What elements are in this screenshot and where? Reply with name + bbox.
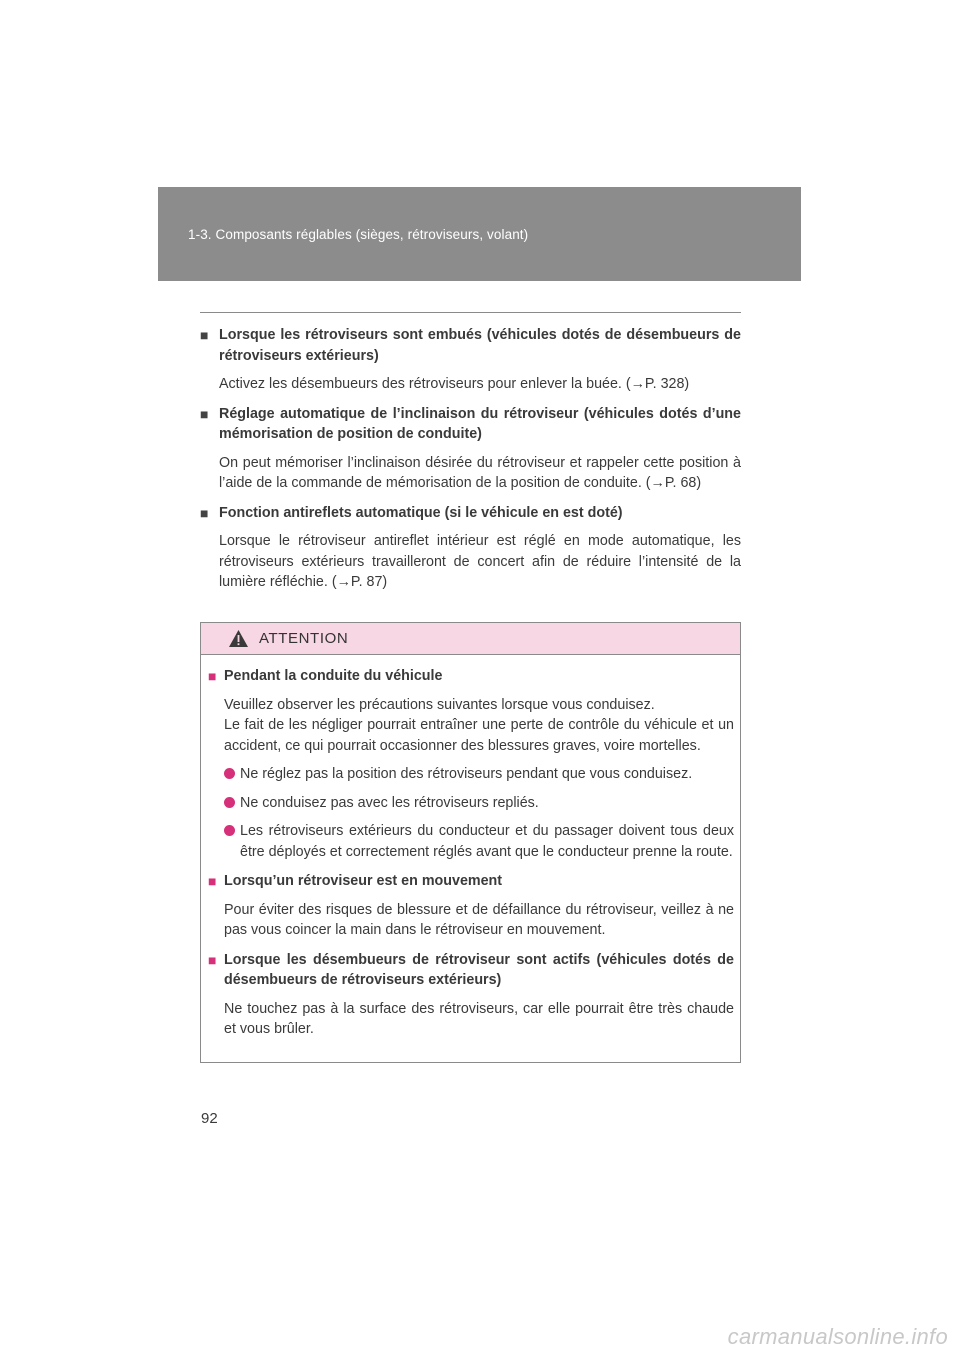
section-heading: Lorsque les rétroviseurs sont embués (véhicules dotés de désembueurs de rétroviseurs extérieurs) bbox=[219, 327, 741, 364]
divider bbox=[200, 312, 741, 313]
section-body: On peut mémoriser l’inclinaison désirée du rétroviseur et rappeler cette position à l’aide de la commande de mémorisation de la position de conduite. (→P. 68) bbox=[219, 454, 741, 491]
section-body: Activez les désembueurs des rétroviseurs pour enlever la buée. (→P. 328) bbox=[219, 376, 690, 392]
warning-body bbox=[208, 666, 734, 1040]
warning-header bbox=[201, 623, 740, 655]
warning-bullet bbox=[224, 793, 734, 814]
chapter-title: 1-3. Composants réglables (sièges, rétroviseurs, volant) bbox=[188, 227, 529, 242]
warning-bullet bbox=[224, 821, 734, 862]
square-bullet-icon: ■ bbox=[208, 668, 217, 684]
bullet-text: Ne conduisez pas avec les rétroviseurs repliés. bbox=[240, 794, 539, 811]
warning-text: Ne touchez pas à la surface des rétroviseurs, car elle pourrait être très chaude et vous brûler. bbox=[224, 1000, 734, 1037]
square-bullet-icon: ■ bbox=[200, 327, 209, 343]
square-bullet-icon: ■ bbox=[200, 504, 209, 521]
chapter-header bbox=[158, 187, 801, 281]
section-heading: Fonction antireflets automatique (si le véhicule en est doté) bbox=[219, 504, 623, 521]
section-auto-tilt bbox=[200, 404, 741, 494]
square-bullet-icon: ■ bbox=[208, 951, 217, 968]
bullet-dot-icon bbox=[224, 797, 235, 808]
page-number: 92 bbox=[201, 1110, 218, 1127]
bullet-dot-icon bbox=[224, 768, 235, 779]
warning-section-hot bbox=[208, 950, 734, 1040]
bullet-text: Ne réglez pas la position des rétroviseurs pendant que vous conduisez. bbox=[240, 766, 693, 782]
bullet-text: Les rétroviseurs extérieurs du conducteur et du passager doivent tous deux être déployés et correctement réglés avant que le conducteur prenne la route. bbox=[240, 823, 734, 860]
warning-heading: Pendant la conduite du véhicule bbox=[224, 668, 443, 684]
section-body: Lorsque le rétroviseur antireflet intérieur est réglé en mode automatique, les rétroviseurs extérieurs travailleront de concert afin de réduire l’intensité de la lumière réfléchie. (→P. 87) bbox=[219, 533, 741, 590]
warning-section-moving bbox=[208, 871, 734, 941]
warning-text: Veuillez observer les précautions suivantes lorsque vous conduisez. bbox=[224, 696, 655, 713]
warning-heading: Lorsque les désembueurs de rétroviseur sont actifs (véhicules dotés de désembueurs de rétroviseurs extérieurs) bbox=[224, 951, 734, 988]
warning-heading: Lorsqu’un rétroviseur est en mouvement bbox=[224, 873, 503, 889]
square-bullet-icon: ■ bbox=[200, 405, 209, 422]
square-bullet-icon: ■ bbox=[208, 873, 217, 889]
warning-box bbox=[200, 622, 741, 1063]
warning-bullet bbox=[224, 764, 734, 785]
watermark: carmanualsonline.info bbox=[727, 1324, 948, 1349]
warning-triangle-icon bbox=[228, 629, 249, 648]
main-content bbox=[200, 325, 741, 593]
warning-text: Pour éviter des risques de blessure et de défaillance du rétroviseur, veillez à ne pas vous coincer la main dans le rétroviseur en mouvement. bbox=[224, 901, 734, 938]
section-heading: Réglage automatique de l’inclinaison du rétroviseur (véhicules dotés d’une mémorisation de position de conduite) bbox=[219, 405, 741, 442]
section-defog bbox=[200, 325, 741, 395]
warning-section-driving bbox=[208, 666, 734, 862]
section-antiglare bbox=[200, 503, 741, 593]
warning-text: Le fait de les négliger pourrait entraîner une perte de contrôle du véhicule et un accident, ce qui pourrait occasionner des blessures graves, voire mortelles. bbox=[224, 717, 734, 754]
warning-title: ATTENTION bbox=[259, 630, 349, 647]
bullet-dot-icon bbox=[224, 825, 235, 836]
